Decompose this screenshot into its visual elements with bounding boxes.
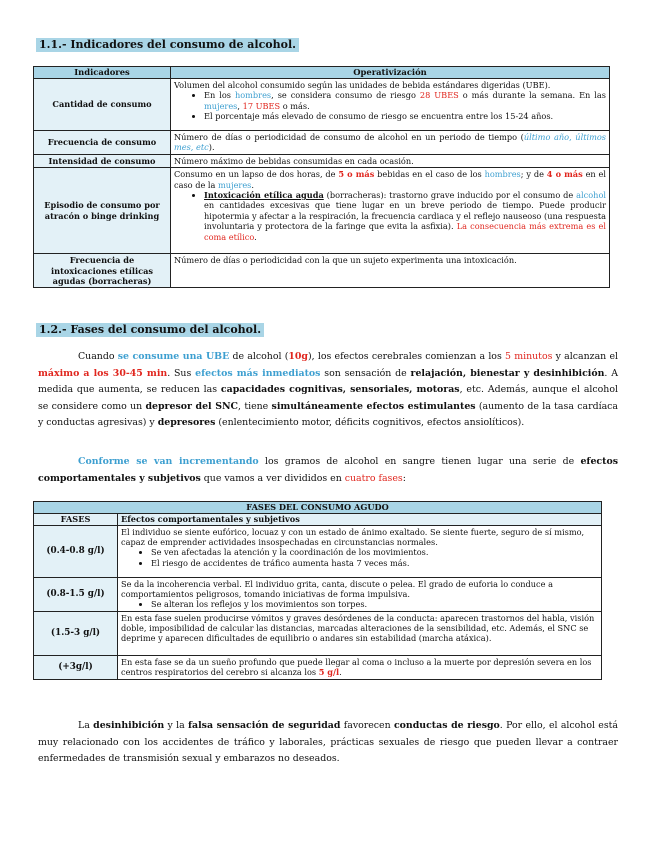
row-label-intensidad: Intensidad de consumo bbox=[34, 154, 171, 167]
phases-table bbox=[33, 501, 602, 680]
header-operativizacion: Operativización bbox=[171, 67, 610, 79]
table-row bbox=[34, 254, 610, 288]
row-value-episodio: Consumo en un lapso de dos horas, de 5 o más bebidas en el caso de los hombres; y de 4 o más en el caso de la mujeres. • Intoxicación etílica aguda (borracheras): trastorno grave inducido por el consumo de alcohol en cantidades excesivas que tiene lugar en un breve periodo de tiempo. Puede producir hipotermia y afectar a la respiración, la frecuencia cardiaca y el reflejo nauseoso (una respuesta involuntaria y protectora de la faringe que evita la asfixia). La consecuencia más extrema es el coma etílico. bbox=[171, 168, 610, 254]
table-row bbox=[34, 168, 610, 254]
list-item: • El porcentaje más elevado de consumo de riesgo se encuentra entre los 15-24 años. bbox=[204, 111, 606, 121]
table-row bbox=[34, 131, 610, 155]
table-row bbox=[34, 154, 610, 167]
phase-label: (1.5-3 g/l) bbox=[34, 612, 118, 656]
table-row bbox=[34, 578, 602, 612]
indicators-table bbox=[33, 66, 610, 288]
paragraph-risk: La desinhibición y la falsa sensación de seguridad favorecen conductas de riesgo. Por ello, el alcohol está muy relacionado con los accidentes de tráfico y laborales, prácticas sexuales de riesgo que pueden llevar a contraer enfermedades de transmisión sexual y embarazos no deseados. bbox=[38, 720, 619, 765]
table-header-row bbox=[34, 514, 602, 526]
row-label-episodio: Episodio de consumo por atracón o binge drinking bbox=[34, 168, 171, 254]
phase-label: (0.4-0.8 g/l) bbox=[34, 526, 118, 578]
list-item: • En los hombres, se considera consumo de riesgo 28 UBES o más durante la semana. En las mujeres, 17 UBES o más. bbox=[204, 90, 606, 111]
paragraph-phases-intro: Conforme se van incrementando los gramos de alcohol en sangre tienen lugar una serie de efectos comportamentales y subjetivos que vamos a ver divididos en cuatro fases: bbox=[38, 456, 619, 484]
list-item: • El riesgo de accidentes de tráfico aumenta hasta 7 veces más. bbox=[151, 558, 598, 568]
row-label-cantidad: Cantidad de consumo bbox=[34, 79, 171, 131]
list-item: • Intoxicación etílica aguda (borracheras): trastorno grave inducido por el consumo de alcohol en cantidades excesivas que tiene lugar en un breve periodo de tiempo. Puede producir hipotermia y afectar a la respiración, la frecuencia cardiaca y el reflejo nauseoso (una respuesta involuntaria y protectora de la faringe que evita la asfixia). La consecuencia más extrema es el coma etílico. bbox=[204, 190, 606, 242]
paragraph-ube-effects: Cuando se consume una UBE de alcohol (10g), los efectos cerebrales comienzan a los 5 minutos y alcanzan el máximo a los 30-45 min. Sus efectos más inmediatos son sensación de relajación, bienestar y desinhibición. A medida que aumenta, se reducen las capacidades cognitivas, sensoriales, motoras, etc. Además, aunque el alcohol se considere como un depresor del SNC, tiene simultáneamente efectos estimulantes (aumento de la tasa cardíaca y conductas agresivas) y depresores (enlentecimiento motor, déficits cognitivos, efectos ansiolíticos). bbox=[38, 351, 618, 429]
phase-effects: Se da la incoherencia verbal. El individuo grita, canta, discute o pelea. El grado de euforia lo conduce a comportamientos peligrosos, tomando iniciativas de forma impulsiva. • Se alteran los reflejos y los movimientos son torpes. bbox=[118, 578, 602, 612]
header-indicadores: Indicadores bbox=[34, 67, 171, 79]
row-label-frecuencia: Frecuencia de consumo bbox=[34, 131, 171, 155]
phase-label: (+3g/l) bbox=[34, 656, 118, 680]
phase-effects: El individuo se siente eufórico, locuaz y con un estado de ánimo exaltado. Se siente fuerte, seguro de sí mismo, capaz de emprender actividades insospechadas en circunstancias normales. • Se ven afectadas la atención y la coordinación de los movimientos. • El riesgo de accidentes de tráfico aumenta hasta 7 veces más. bbox=[118, 526, 602, 578]
row-value-intox: Número de días o periodicidad con la que un sujeto experimenta una intoxicación. bbox=[171, 254, 610, 288]
row-value-intensidad: Número máximo de bebidas consumidas en cada ocasión. bbox=[171, 154, 610, 167]
header-efectos: Efectos comportamentales y subjetivos bbox=[118, 514, 602, 526]
table-row bbox=[34, 612, 602, 656]
header-fases: FASES bbox=[34, 514, 118, 526]
table-header-row bbox=[34, 67, 610, 79]
table-caption-row bbox=[34, 502, 602, 514]
phase-label: (0.8-1.5 g/l) bbox=[34, 578, 118, 612]
phase-effects: En esta fase se da un sueño profundo que puede llegar al coma o incluso a la muerte por depresión severa en los centros respiratorios del cerebro si alcanza los 5 g/l. bbox=[118, 656, 602, 680]
row-value-cantidad bbox=[171, 79, 610, 131]
table-row bbox=[34, 656, 602, 680]
section-2-title: 1.2.- Fases del consumo del alcohol. bbox=[36, 323, 264, 337]
list-item: • Se ven afectadas la atención y la coordinación de los movimientos. bbox=[151, 547, 598, 557]
phase-effects: En esta fase suelen producirse vómitos y graves desórdenes de la conducta: aparecen trastornos del habla, visión doble, imposibilidad de calcular las distancias, marcadas alteraciones de la sensibilidad, etc. Además, el SNC se deprime y aparecen dificultades de equilibrio o andares sin estabilidad (marcha atáxica). bbox=[118, 612, 602, 656]
cantidad-intro: Volumen del alcohol consumido según las unidades de bebida estándares digeridas (UBE). bbox=[174, 80, 551, 90]
list-item: • Se alteran los reflejos y los movimientos son torpes. bbox=[151, 599, 598, 609]
row-label-intox: Frecuencia de intoxicaciones etílicas agudas (borracheras) bbox=[34, 254, 171, 288]
row-value-frecuencia: Número de días o periodicidad de consumo de alcohol en un periodo de tiempo (último año, últimos mes, etc). bbox=[171, 131, 610, 155]
table-row bbox=[34, 526, 602, 578]
phases-table-caption: FASES DEL CONSUMO AGUDO bbox=[34, 502, 602, 514]
section-1-title: 1.1.- Indicadores del consumo de alcohol. bbox=[36, 38, 299, 52]
table-row bbox=[34, 79, 610, 131]
